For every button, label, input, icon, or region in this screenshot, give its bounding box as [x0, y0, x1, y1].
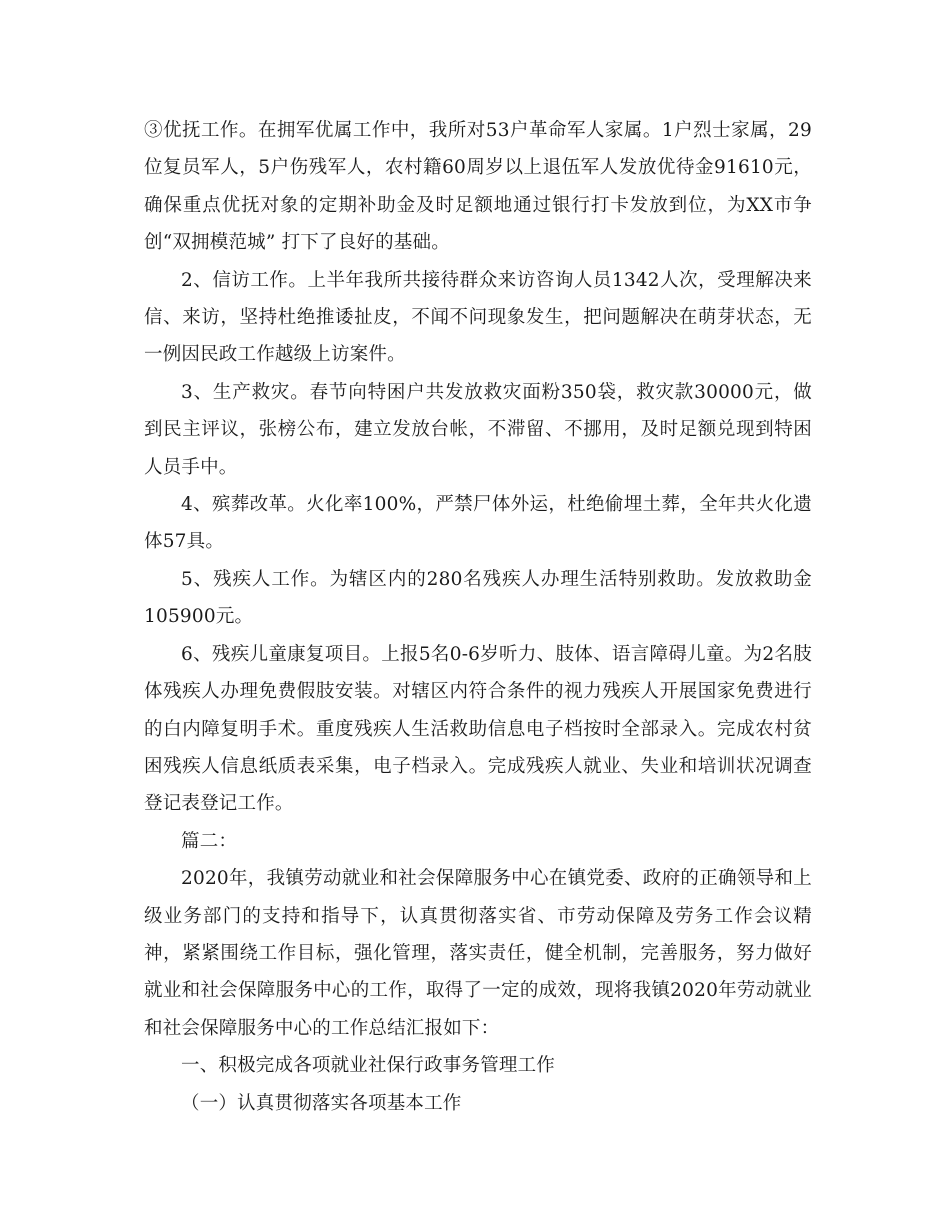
heading-level-2: （一）认真贯彻落实各项基本工作 — [181, 1092, 462, 1114]
paragraph-youfu: ③优抚工作。在拥军优属工作中，我所对53户革命军人家属。1户烈士家属，29位复员军人，5户伤残军人，农村籍60周岁以上退伍军人发放优待金91610元，确保重点优抚对象的定期补助金及时足额地通过银行打卡发放到位，为XX市争创“双拥模范城” 打下了良好的基础。 — [144, 120, 812, 254]
paragraph-xinfang: 2、信访工作。上半年我所共接待群众来访咨询人员1342人次，受理解决来信、来访，坚持杜绝推诿扯皮，不闻不问现象发生，把问题解决在萌芽状态，无一例因民政工作越级上访案件。 — [144, 269, 812, 366]
paragraph-jiuzai: 3、生产救灾。春节向特困户共发放救灾面粉350袋，救灾款30000元，做到民主评议，张榜公布，建立发放台帐，不滞留、不挪用，及时足额兑现到特困人员手中。 — [144, 381, 812, 478]
paragraph-canjiren: 5、残疾人工作。为辖区内的280名残疾人办理生活特别救助。发放救助金105900元。 — [144, 568, 812, 628]
paragraph-intro-2020: 2020年，我镇劳动就业和社会保障服务中心在镇党委、政府的正确领导和上级业务部门的支持和指导下，认真贯彻落实省、市劳动保障及劳务工作会议精神，紧紧围绕工作目标，强化管理，落实责任，健全机制，完善服务，努力做好就业和社会保障服务中心的工作，取得了一定的成效，现将我镇2020年劳动就业和社会保障服务中心的工作总结汇报如下： — [144, 868, 812, 1039]
paragraph-kangfu: 6、残疾儿童康复项目。上报5名0-6岁听力、肢体、语言障碍儿童。为2名肢体残疾人办理免费假肢安装。对辖区内符合条件的视力残疾人开展国家免费进行的白内障复明手术。重度残疾人生活救助信息电子档按时全部录入。完成农村贫困残疾人信息纸质表采集，电子档录入。完成残疾人就业、失业和培训状况调查登记表登记工作。 — [144, 643, 812, 815]
paragraph-binzang: 4、殡葬改革。火化率100%，严禁尸体外运，杜绝偷埋土葬，全年共火化遗体57具。 — [144, 494, 812, 553]
section-label-pian2: 篇二： — [181, 830, 238, 852]
document-page — [144, 112, 812, 1122]
heading-level-1: 一、积极完成各项就业社保行政事务管理工作 — [181, 1055, 556, 1077]
